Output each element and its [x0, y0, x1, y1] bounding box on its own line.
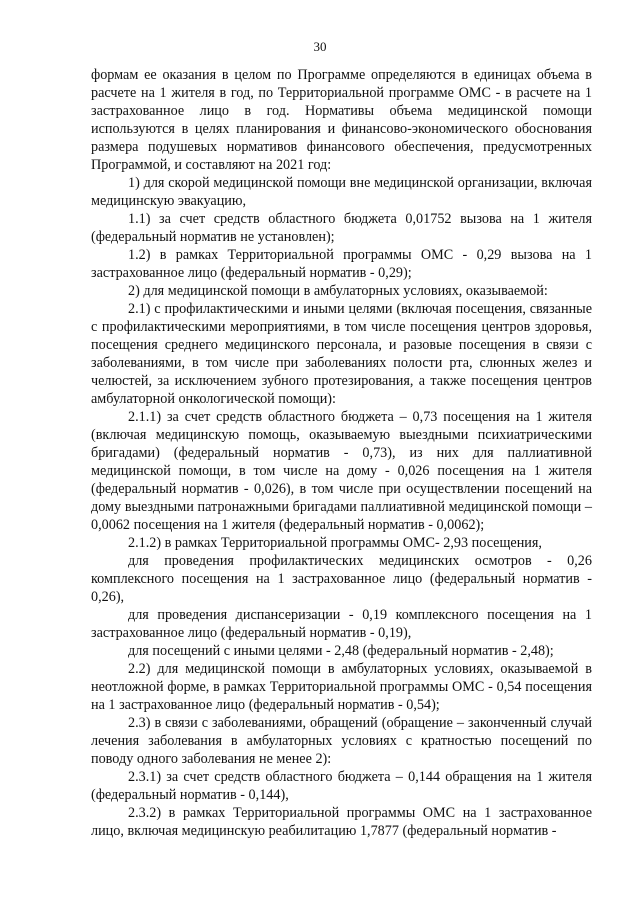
paragraph: 2.1) с профилактическими и иными целями (включая посещения, связанные с профилактическими мероприятиями, в том числе посещения центров здоровья, посещения среднего медицинского персонала, и разовые посещения в связи с заболеваниями, в том числе при заболеваниях полости рта, слюнных желез и челюстей, за исключением зубного протезирования, а также посещения центров амбулаторной онкологической помощи):	[91, 301, 592, 407]
paragraph: для проведения профилактических медицинских осмотров - 0,26 комплексного посещения на 1 застрахованное лицо (федеральный норматив - 0,26),	[91, 553, 592, 605]
paragraph: 1) для скорой медицинской помощи вне медицинской организации, включая медицинскую эвакуацию,	[91, 175, 592, 209]
paragraph: 1.1) за счет средств областного бюджета 0,01752 вызова на 1 жителя (федеральный норматив не установлен);	[91, 211, 592, 245]
page-number: 30	[313, 39, 327, 54]
paragraph: 1.2) в рамках Территориальной программы ОМС - 0,29 вызова на 1 застрахованное лицо (федеральный норматив - 0,29);	[91, 247, 592, 281]
paragraph: формам ее оказания в целом по Программе определяются в единицах объема в расчете на 1 жителя в год, по Территориальной программе ОМС - в расчете на 1 застрахованное лицо в год. Нормативы объема медицинской помощи используются в целях планирования и финансово-экономического обоснования размера подушевых нормативов финансового обеспечения, предусмотренных Программой, и составляют на 2021 год:	[91, 67, 592, 173]
paragraph: 2.3) в связи с заболеваниями, обращений (обращение – законченный случай лечения заболевания в амбулаторных условиях с кратностью посещений по поводу одного заболевания не менее 2):	[91, 715, 592, 767]
paragraph: 2.1.2) в рамках Территориальной программы ОМС- 2,93 посещения,	[128, 535, 542, 551]
paragraph: для проведения диспансеризации - 0,19 комплексного посещения на 1 застрахованное лицо (федеральный норматив - 0,19),	[91, 607, 592, 641]
document-body	[91, 66, 592, 840]
paragraph: 2.2) для медицинской помощи в амбулаторных условиях, оказываемой в неотложной форме, в рамках Территориальной программы ОМС - 0,54 посещения на 1 застрахованное лицо (федеральный норматив - 0,54);	[91, 661, 592, 713]
paragraph: 2) для медицинской помощи в амбулаторных условиях, оказываемой:	[128, 283, 548, 299]
paragraph: 2.3.2) в рамках Территориальной программы ОМС на 1 застрахованное лицо, включая медицинскую реабилитацию 1,7877 (федеральный норматив -	[91, 805, 592, 839]
paragraph: 2.3.1) за счет средств областного бюджета – 0,144 обращения на 1 жителя (федеральный норматив - 0,144),	[91, 769, 592, 803]
paragraph: для посещений с иными целями - 2,48 (федеральный норматив - 2,48);	[128, 643, 554, 659]
paragraph: 2.1.1) за счет средств областного бюджета – 0,73 посещения на 1 жителя (включая медицинскую помощь, оказываемую выездными психиатрическими бригадами) (федеральный норматив - 0,73), из них для паллиативной медицинской помощи, в том числе на дому - 0,026 посещения на 1 жителя (федеральный норматив - 0,026), в том числе при осуществлении посещений на дому выездными патронажными бригадами паллиативной медицинской помощи – 0,0062 посещения на 1 жителя (федеральный норматив - 0,0062);	[91, 409, 592, 533]
